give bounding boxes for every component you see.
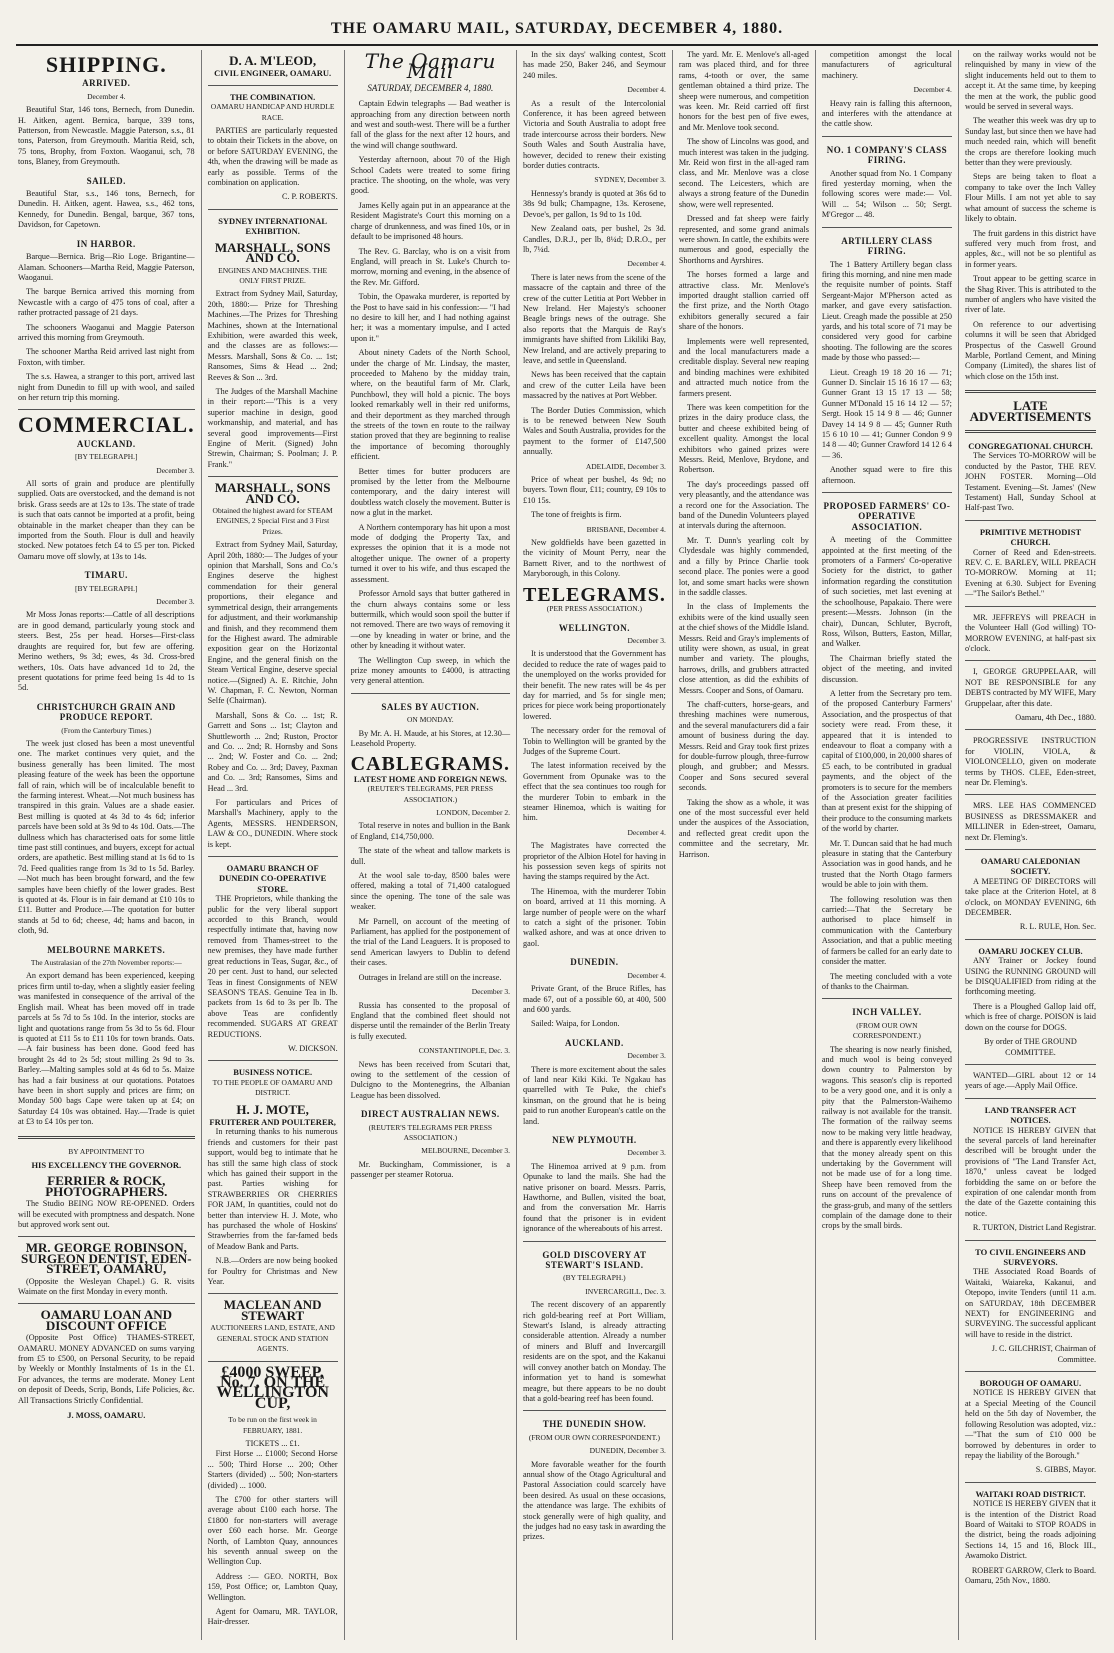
business-trade: FRUITERER AND POULTERER, xyxy=(209,1116,336,1127)
methodist-heading: PRIMITIVE METHODIST CHURCH. xyxy=(979,526,1082,548)
business-heading: BUSINESS NOTICE. xyxy=(233,1067,313,1078)
wellington-heading: WELLINGTON. xyxy=(558,622,630,633)
farmers-paragraph: The meeting concluded with a vote of thanks to the Chairman. xyxy=(821,971,952,991)
sydney-heading: SYDNEY INTERNATIONAL EXHIBITION. xyxy=(218,215,328,237)
divider xyxy=(965,390,1096,393)
divider xyxy=(208,1293,338,1294)
business-text: In returning thanks to his numerous friends and customers for their past support, would beg to intimate that he has still the same high class of stock which has gained their support in the past. Parties wishing for STRAWBERRIES OR CHERRIES FOR JAM, In quantities, could not do better than interview H. J. Mote, who has purchased the whole of Hoskins' Strawberries from the far-famed beds of Meadow Bank and Parts. xyxy=(207,1127,338,1251)
divider xyxy=(18,1303,195,1304)
auckland-date: December 3. xyxy=(156,465,195,475)
news-paragraph: The fruit gardens in this district have suffered very much from frost, and apples, &c., will not be so plentiful as in former years. xyxy=(964,228,1096,269)
divider xyxy=(965,1371,1096,1372)
engineers-heading: TO CIVIL ENGINEERS AND SURVEYORS. xyxy=(975,1246,1086,1267)
leader-paragraph: Professor Arnold says that butter gathered in the churn always contains some or less buttermilk, which would soon spoil the butter if not removed. There are two ways of removing it—one by kneading in water or brine, and the other by kneading it without water. xyxy=(350,589,511,651)
wellington-date: December 3. xyxy=(627,635,666,645)
combination-sign: C. P. ROBERTS. xyxy=(281,192,338,202)
direct-news-source: (REUTER'S TELEGRAMS PER PRESS ASSOCIATION.) xyxy=(368,1122,493,1142)
divider xyxy=(18,1236,195,1237)
methodist-text: Corner of Reed and Eden-streets. REV. C. E. BARLEY, WILL PREACH TO-MORROW. Morning at 11; Evening at 6.30. Subject for Evening—"The Sailor's Bethel." xyxy=(964,547,1096,599)
cable-paragraph: Russia has consented to the proposal of England that the combined fleet should not disperse until the remainder of the Berlin Treaty is fully executed. xyxy=(350,1000,511,1041)
news-dateline: BRISBANE, December 4. xyxy=(586,524,666,534)
column-1 xyxy=(12,50,202,1640)
cable-dateline: LONDON, December 2. xyxy=(436,808,511,817)
sweep-agent: Agent for Oamaru, MR. TAYLOR, Hair-dresser. xyxy=(207,1607,338,1627)
dunedin-heading: DUNEDIN. xyxy=(570,957,619,968)
cable-paragraph: Total reserve in notes and bullion in the Bank of England, £14,750,000. xyxy=(350,821,511,841)
leader-paragraph: Yesterday afternoon, about 70 of the High School Cadets were treated to some firing practice. The shooting, on the whole, was very good. xyxy=(350,155,511,196)
timaru-heading: TIMARU. xyxy=(84,570,128,581)
show-date: DUNEDIN, December 3. xyxy=(589,1446,666,1456)
harbour-paragraph: The s.s. Hawea, a stranger to this port, arrived last night from Dunedin to fill up with wool, and sailed on her return trip this morning. xyxy=(18,372,195,402)
timaru-date: December 3. xyxy=(156,597,195,607)
borough-text: NOTICE IS HEREBY GIVEN that at a Special Meeting of the Council held on the 5th day of November, the following Resolution was adopted, viz.:—"That the sum of £10 000 be borrowed by debentures in order to repay the liability of the Borough." xyxy=(964,1388,1096,1460)
news-paragraph: Private Grant, of the Bruce Rifles, has made 67, out of a possible 60, at 400, 500 and 600 yards. xyxy=(523,984,666,1014)
christchurch-heading: CHRISTCHURCH GRAIN AND PRODUCE REPORT. xyxy=(36,701,176,723)
artillery-text: The 1 Battery Artillery began class firing this morning, and nine men made the requisite number of points. Staff Sergeant-Major M'Pherson acted as marker, and gave every satisfaction. Lieut. Creagh made the possible at 250 yards, and his total score of 71 may be considered very good for carbine shooting. The following are the scores made by those who passed:— xyxy=(821,259,952,363)
news-dateline: SYDNEY, December 3. xyxy=(594,175,666,185)
sailed-heading: SAILED. xyxy=(86,175,126,186)
show-paragraph: The chaff-cutters, horse-gears, and threshing machines were numerous, and the several manufacturers did a fair amount of business during the day. Messrs. Reid and Gray took first prizes for double-furrow plough, three-furrow plough, and grubber; and Messrs. Cooper and Sons secured several seconds. xyxy=(678,699,809,793)
columns xyxy=(12,50,1102,1640)
news-dateline: December 4. xyxy=(627,259,666,269)
leader-paragraph: Better times for butter producers are promised by the letter from the Melbourne contemporary, and the dairy interest will doubtless watch closely the movement. Butter is now a glut in the market. xyxy=(350,466,511,518)
divider xyxy=(351,693,510,694)
timaru-text: Mr Moss Jonas reports:—Cattle of all descriptions are in good demand, particularly young stock and steers. Best, 25s per head. Horses—First-class draughts are required for, but few are offering. Merino wethers, 9s 3d; ewes, 4s 3d. Cross-bred wethers, 10s. Oats have advanced 1d to 2d, the present quotations for prime feed being 1s 4d to 1s 5d. xyxy=(18,610,195,693)
farmers-paragraph: The Chairman briefly stated the object of the meeting, and invited discussion. xyxy=(821,653,952,684)
maclean-subhead: AUCTIONEERS LAND, ESTATE, AND GENERAL STOCK AND STATION AGENTS. xyxy=(210,1323,335,1354)
divider xyxy=(822,998,952,999)
caledonian-text: A MEETING OF DIRECTORS will take place at the Criterion Hotel, at 8 o'clock, on MONDAY EVENING, 6th DECEMBER. xyxy=(964,876,1096,918)
auckland-heading: AUCKLAND. xyxy=(76,438,136,449)
news-paragraph: News has been received that the captain and crew of the cutter Leila have been massacred by the natives at Port Webber. xyxy=(523,370,666,401)
news-paragraph: The Hinemoa arrived at 9 p.m. from Opunake to land the mails. She had the native prisoner on board. Messrs. Parris, Hawthorne, and Bullen, visited the boat, and from the conversation Mr. Harris found that the prisoner is in evident ignorance of the whereabouts of his arrest. xyxy=(523,1161,666,1234)
news-paragraph: The Border Duties Commission, which is to be renewed between New South Wales and South Australia, provides for the payment to the former of £147,500 annually. xyxy=(523,405,666,457)
show-subhead: (FROM OUR OWN CORRESPONDENT.) xyxy=(528,1432,660,1442)
divider xyxy=(208,85,338,86)
telegrams-heading: TELEGRAMS. xyxy=(523,583,666,606)
news-dateline: December 4. xyxy=(913,85,952,95)
christchurch-text: The week just closed has been a most uneventful one. The market continues very quiet, and the business generally has been limited. The most pleasing feature of the week has been the opportune fall of rain, which will be of incalculable benefit to the farming interest. Wheat.—Not much business has transpired in this grain. Values are a shade easier. Best milling is quoted at 4s 3d to 4s 6d; inferior parcels have been sold at 3s 9d to 4s 10d. Oats.—The dullness which has characterised oats for some little time past still continues, and buyers, except for actual orders, are apathetic. Best milling stand at 1s 6d to 1s 7d. Feed qualities range from 1s 3d to 1s 5d. Barley.—Not much has been brought forward, and the few samples have been chiefly of the lower grades. Best is quoted at 4s. Flour is in fair demand at £10 10s to £11. Butter and Produce.—The quotation for butter stands at 5d to 6d; cheese, 4d; hams and bacon, in cloth, 9d. xyxy=(18,738,195,936)
robinson-ad-text: (Opposite the Wesleyan Chapel.) G. R. visits Waimate on the first Monday in every month. xyxy=(18,1276,195,1297)
harbour-paragraph: The schooner Martha Reid arrived last night from Foxton, with timber. xyxy=(18,347,195,367)
direct-news-date: MELBOURNE, December 3. xyxy=(421,1146,511,1156)
news-paragraph: Trout appear to be getting scarce in the Shag River. This is attributed to the number of anglers who have visited the river of late. xyxy=(964,274,1096,315)
sailed-text: Beautiful Star, s.s., 146 tons, Bernech, for Dunedin. H. Aitken, agent. Hawea, s.s., 462 tons, Kennedy, for Dunedin. Bengal, barque, 367 tons, Davidson, for Capetown. xyxy=(18,189,195,230)
divider xyxy=(965,1064,1096,1065)
waitaki-text: NOTICE IS HEREBY GIVEN that it is the intention of the District Road Board of Waitaki to STOP ROADS in the district, being the roads adjoining Sections 14, 15 and 16, Block III., Awamoko District. xyxy=(964,1499,1096,1561)
sweep-address: Address :— GEO. NORTH, Box 159, Post Office; or, Lambton Quay, Wellington. xyxy=(207,1571,338,1602)
jockey-text: ANY Trainer or Jockey found USING the RUNNING GROUND will be DISQUALIFIED from riding at the forthcoming meeting. xyxy=(964,956,1096,997)
cable-paragraph: Mr Parnell, on account of the meeting of Parliament, has applied for the postponement of the trial of the Land Leaguers. It is proposed to send American lawyers to Dublin to defend their cases. xyxy=(350,916,511,968)
combination-subhead: OAMARU HANDICAP AND HURDLE RACE. xyxy=(210,102,335,122)
news-paragraph: on the railway works would not be relinquished by many in view of the slight inducements held out to them to accept it. At the same time, by keeping the men at the work, the public good would be served in several ways. xyxy=(964,50,1096,112)
sweep-tickets: TICKETS ... £1. xyxy=(245,1438,300,1448)
divider xyxy=(208,209,338,210)
caledonian-heading: OAMARU CALEDONIAN SOCIETY. xyxy=(980,856,1081,877)
business-subhead: TO THE PEOPLE OF OAMARU AND DISTRICT. xyxy=(212,1077,333,1098)
news-paragraph: On reference to our advertising columns it will be seen that Abridged Prospectus of the Caswell Ground Marble, Portland Cement, and Mining Company (Limited), the shares list of which close on the 15th inst. xyxy=(964,319,1096,381)
direct-news-text: Mr. Buckingham, Commissioner, is a passenger per steamer Rotorua. xyxy=(350,1159,511,1180)
leader-paragraph: Tobin, the Opawaka murderer, is reported by the Post to have said in his confession:— "I had no desire to kill her, and I had nothing against her; it was a momentary impulse, and I acted upon it." xyxy=(350,292,511,343)
gruppelaar-ad: I, GEORGE GRUPPELAAR, will NOT BE RESPONSIBLE for any DEBTS contracted by MY WIFE, Mary Gruppelaar, after this date. xyxy=(964,667,1096,708)
engineers-text: THE Associated Road Boards of Waitaki, Waiareka, Kakanui, and Otepopo, invite Tenders (until 11 a.m. on SATURDAY, 18th DECEMBER NEXT) for ENGINEERING and SURVEYING. The successful applicant will have to reside in the district. xyxy=(964,1267,1097,1339)
news-paragraph: The weather this week was dry up to Sunday last, but since then we have had much needed rain, which will benefit the crops are therefore looking much better than they were previously. xyxy=(964,116,1096,168)
auckland-telegram-date: December 3. xyxy=(627,1051,666,1061)
timaru-subhead: [BY TELEGRAPH.] xyxy=(75,583,138,593)
divider xyxy=(965,849,1096,850)
cable-paragraph: At the wool sale to-day, 8500 bales were offered, making a total of 71,400 catalogued since the opening. The tone of the sale was weaker. xyxy=(350,871,511,912)
christchurch-subhead: (From the Canterbury Times.) xyxy=(61,725,152,735)
cablegrams-heading: CABLEGRAMS. xyxy=(350,753,511,776)
leader-paragraph: The Rev. G. Barclay, who is on a visit from England, will preach in St. Luke's Church to-morrow, morning and evening, in the absence of the Rev. Mr. Gifford. xyxy=(350,246,511,287)
show-paragraph: Implements were well represented, and the local manufacturers made a creditable display. Several new reaping and binding machines were exhibited and attracted much notice from the farmers present. xyxy=(678,336,809,398)
marshall2-text: Extract from Sydney Mail, Saturday, April 20th, 1880:— The Judges of your opinion that Marshall, Sons and Co.'s Engines deserve the highest commendation for their general proportions, their elegance and symmetrical design, their arrangements for adjustment, and their workmanship and finish, and they recommend them for the Highest award. The admirable exposition gear on the Horizontal Engine, and the general finish on the Steam Vertical Engine, deserve special notice.—(Signed) A. E. Ritchie, John W. Chapman, F. C. Newton, Norman Selfe (Chairman). xyxy=(207,540,338,706)
column-3 xyxy=(345,50,517,1640)
divider xyxy=(965,729,1096,730)
auckland-telegram-heading: AUCKLAND. xyxy=(565,1037,624,1048)
violin-ad: PROGRESSIVE INSTRUCTION for VIOLIN, VIOLA, & VIOLONCELLO, given on moderate terms by THOS. CLEE, Eden-street, near Dr. Fleming's. xyxy=(964,736,1096,787)
wanted-ad: WANTED—GIRL about 12 or 14 years of age.—Apply Mail Office. xyxy=(964,1070,1096,1091)
show-paragraph: The day's proceedings passed off very pleasantly, and the attendance was a record one for the Association. The band of the Dunedin Volunteers played at intervals during the afternoon. xyxy=(678,479,809,531)
cable-dateline: CONSTANTINOPLE, Dec. 3. xyxy=(418,1046,511,1056)
artillery-scores: Lieut. Creagh 19 18 20 16 — 71; Gunner D. Sinclair 15 16 16 17 — 63; Gunner Grant 13 15 17 13 — 58; Gunner M'Donald 15 16 14 12 — 57; Sergt. Hook 15 14 9 8 — 46; Gunner Davey 14 14 9 8 — 45; Gunner Ruth 15 6 10 10 — 41; Gunner Condon 9 9 14 8 — 40; Gunner Crawford 14 12 6 4 — 36. xyxy=(821,367,952,460)
plymouth-date: December 3. xyxy=(627,1148,666,1158)
cooperative-heading: OAMARU BRANCH OF DUNEDIN CO-OPERATIVE STORE. xyxy=(218,863,327,894)
divider xyxy=(208,856,338,857)
artillery-note: Another squad were to fire this afternoon. xyxy=(821,465,952,485)
melbourne-text: An export demand has been experienced, keeping prices firm until to-day, when a slightly easier feeling was manifested in consequence of the arrival of the English mail. Wheat has been moved off in trade parcels at 5s 7d to 5s 10d. In the interior, stocks are light and quotations range from 5s 3d to 5s 6d. Flour is quoted at £11 5s to £11 10s for town brands. Oats.—A fair business has been done. Good feed has brought 2s 4d to 2s 5d; stout milling 2s 9d to 3s. Barley.—Malting samples sold at 4s 6d to 5s. Maize has had a fair business at our quotations. Potatoes have been in short supply and prices are firm; on Monday 500 bags Cape were taken up at £4; on Saturday £4 10s was obtained. Hay.—Trade is quiet at £3 to £4 10s per ton. xyxy=(18,971,195,1127)
cooperative-text: THE Proprietors, while thanking the public for the very liberal support accorded to this Branch, would respectfully intimate that, having now removed from Thames-street to the new premises, they have made further great reductions in Teas, Sugar, &c., of 20 per cent. Just to hand, our selected Teas in finest Consignments of NEW SEASON'S TEAS. Genuine Tea in lb. packets from 1s 6d to 3s per lb. The above Teas are confidently recommended. SUGARS AT GREAT REDUCTIONS. xyxy=(207,894,338,1039)
loan-ad-title: OAMARU LOAN AND DISCOUNT OFFICE xyxy=(40,1307,173,1333)
news-paragraph: The Magistrates have corrected the proprietor of the Albion Hotel for having in his possession seven kegs of spirits not having the stamps required by the Act. xyxy=(523,841,666,882)
marshall-text: Extract from Sydney Mail, Saturday, 20th, 1880:— Prize for Threshing Machines.—The Prizes for Threshing Machines, shown at the International Exhibition, were awarded this week, and the classes are as follows:— Messrs. Marshall, Sons & Co. ... 1st; Ransomes, Sims & Head ... 2nd; Reeves & Son ... 3rd. xyxy=(207,289,338,382)
harbour-heading: IN HARBOR. xyxy=(76,238,136,249)
news-paragraph: New Zealand oats, per bushel, 2s 3d. Candles, D.R.J., per lb, 8¼d; D.R.O., per lb, 7¼d. xyxy=(523,224,666,254)
marshall2-subhead: Obtained the highest award for STEAM ENGINES, 2 Special First and 3 First Prizes. xyxy=(212,506,333,536)
column-6 xyxy=(816,50,959,1640)
divider xyxy=(965,939,1096,940)
dunedin-date: December 4. xyxy=(627,970,666,980)
divider xyxy=(965,606,1096,607)
sweep-heading: £4000 SWEEP, No. 7, ON THE WELLINGTON CUP, xyxy=(216,1363,329,1412)
direct-news-heading: DIRECT AUSTRALIAN NEWS. xyxy=(361,1109,500,1120)
divider xyxy=(965,520,1096,521)
royal-appointment: BY APPOINTMENT TO xyxy=(68,1146,145,1156)
divider xyxy=(965,1098,1096,1099)
combination-text: PARTIES are particularly requested to obtain their Tickets in the above, on or before SATURDAY EVENING, the 4th, when the drawing will be made as early as possible. Terms of the combination on application. xyxy=(207,126,338,188)
news-paragraph: Sailed: Waipa, for London. xyxy=(531,1019,620,1029)
land-text: NOTICE IS HEREBY GIVEN that the several parcels of land hereinafter described will be brought under the provisions of "The Land Transfer Act, 1870," unless caveat be lodged forbidding the same on or before the expiration of one calendar month from the date of the Gazette containing this notice. xyxy=(964,1125,1096,1218)
divider xyxy=(822,492,952,493)
land-sign: R. TURTON, District Land Registrar. xyxy=(972,1223,1096,1233)
news-paragraph: New goldfields have been gazetted in the vicinity of Mount Perry, near the Barnett River, and to the northwest of Maryborough, in this Colony. xyxy=(523,538,666,579)
marshall2-list: Marshall, Sons & Co. ... 1st; R. Garrett and Sons ... 1st; Clayton and Shuttleworth ... 2nd; Ruston, Proctor and Co. ... 2nd; R. Hornsby and Sons ... 2nd; W. Foster and Co. ... 2nd; Robey and Co. ... 3rd; Davey, Paxman and Co. ... 3rd; Ransomes, Sims and Head ... 3rd. xyxy=(207,710,338,793)
show-paragraph: The yard. Mr. E. Menlove's all-aged ram was placed third, and for three rams, 4-tooth or over, the same gentleman obtained a third prize. The sheep were numerous, and competition was keen. Mr. Reid carried off first honors for the best pen of five ewes, and Mr. Menlove took second. xyxy=(678,50,809,132)
news-dateline: ADELAIDE, December 3. xyxy=(585,461,666,471)
shipping-title: SHIPPING. xyxy=(45,52,167,77)
combination-heading: THE COMBINATION. xyxy=(229,91,316,102)
leader-paragraph: James Kelly again put in an appearance at the Resident Magistrate's Court this morning on a charge of drunkenness, and was fined 10s, or in default to be imprisoned 48 hours. xyxy=(350,200,511,242)
cablegrams-subhead: LATEST HOME AND FOREIGN NEWS. xyxy=(353,773,507,784)
divider xyxy=(965,1240,1096,1241)
maclean-heading: MACLEAN AND STEWART xyxy=(223,1297,322,1323)
waitaki-sign: ROBERT GARROW, Clerk to Board. xyxy=(971,1565,1096,1575)
news-paragraph: Hennessy's brandy is quoted at 36s 6d to 38s 9d bulk; Champagne, 13s. Kerosene, Devoe's, per gallon, 1s 9d to 1s 10d. xyxy=(523,188,666,219)
royal-appointment-line: HIS EXCELLENCY THE GOVERNOR. xyxy=(31,1159,182,1170)
telegrams-subhead: (PER PRESS ASSOCIATION.) xyxy=(546,604,643,614)
auction-subhead: ON MONDAY. xyxy=(406,715,454,725)
news-dateline: December 4. xyxy=(627,827,666,837)
divider xyxy=(18,409,195,410)
arrived-text: Beautiful Star, 146 tons, Bernech, from Dunedin. H. Aitken, agent. Bernica, barque, 339 tons, Patterson, from Newcastle. Maggie Paterson, s.s., 81 tons, Paterson, from Greymouth. Maritia Reid, sch, 75 tons, Brophy, from Foxton. Waoganui, sch, 78 tons, Blaney, from Greymouth. xyxy=(18,105,195,167)
mcleod-ad-sub: CIVIL ENGINEER, OAMARU. xyxy=(214,68,332,79)
show-paragraph: The show of Lincolns was good, and much interest was taken in the judging. Mr. Reid won first in the all-aged ram class, and Mr. Menlove was a close second. The Leicesters, which are always a strong feature of the Dunedin show, were well represented. xyxy=(678,137,809,209)
leader-paragraph: A Northern contemporary has hit upon a most mode of dodging the Property Tax, and expresses the opinion that it is a mode not altogether unique. The owner of a property turned it over to his wife, and thus escaped the assessment. xyxy=(350,522,511,584)
loan-ad-text: (Opposite Post Office) THAMES-STREET, OAMARU. MONEY ADVANCED on sums varying from £5 to £500, on Personal Security, to be repaid by Weekly or Monthly Instalments of 1s in the £1. For advances, the terms are moderate. Money Lent on deposit of Deeds, Scrip, Bonds, Life Policies, &c. All Transactions Strictly Confidential. xyxy=(18,1333,195,1405)
marshall-note: The Judges of the Marshall Machine in their report:—"This is a very superior machine in design, good workmanship, and material, and has several good improvements—First Engine of Merit. (Signed) John Strewin, Chairman; S. Poolman; J. P. Frank." xyxy=(207,386,338,469)
borough-heading: BOROUGH OF OAMARU. xyxy=(979,1378,1082,1389)
melbourne-subhead: The Australasian of the 27th November reports:— xyxy=(30,958,182,968)
farmers-paragraph: Mr. T. Duncan said that he had much pleasure in stating that the Canterbury Association was in good hands, and he trusted that the North Otago farmers would be able to join with them. xyxy=(821,838,952,890)
leader-paragraph: About ninety Cadets of the North School, under the charge of Mr. Lindsay, the master, proceeded to Maheno by the midday train, where, on the beautiful farm of Mr. Clark, Punchbowl, they will hold a picnic. The boys looked remarkably well in their red uniforms, and their deportment as they marched through the streets of the town en route to the railway station proved that they are beginning to realise the importance of becoming thoroughly efficient. xyxy=(350,348,511,462)
land-heading: LAND TRANSFER ACT NOTICES. xyxy=(984,1104,1077,1126)
show-paragraph: The horses formed a large and attractive class. Mr. Menlove's imported draught stallion carried off the first prize, and the North Otago exhibitors generally secured a fair share of the honors. xyxy=(678,270,809,332)
news-paragraph: Heavy rain is falling this afternoon, and interferes with the attendance at the cattle show. xyxy=(821,98,952,129)
congregational-text: The Services TO-MORROW will be conducted by the Pastor, THE REV. JOHN FOSTER. Morning—Old Testament. Evening—St. James' (New Testament) Hall, Sunday School at Half-past Two. xyxy=(964,451,1096,513)
loan-ad-sign: J. MOSS, OAMARU. xyxy=(67,1410,146,1421)
cooperative-sign: W. DICKSON. xyxy=(288,1043,338,1053)
news-paragraph: There is later news from the scene of the massacre of the captain and three of the crew of the cutter Letitia at Port Webber in New Ireland. Her Majesty's schooner Beagle brings news of the outrage. She also reports that the Marquis de Ray's immigrants have shifted from Likiliki Bay, New Ireland, and are actively preparing to leave, and settle in Queensland. xyxy=(523,272,666,365)
sweep-subhead: To be run on the first week in FEBRUARY, 1881. xyxy=(228,1415,317,1435)
harbour-paragraph: The barque Bernica arrived this morning from Newcastle with a cargo of 475 tons of coal, after a rather protracted passage of 21 days. xyxy=(18,287,195,318)
firing-text: Another squad from No. 1 Company fired yesterday morning, when the following scores were made:— Vol. Will ... 54; Wilson ... 50; Sergt. M'Gregor ... 48. xyxy=(821,168,952,220)
paper-dateline: SATURDAY, DECEMBER 4, 1880. xyxy=(367,82,494,93)
leader-paragraph: Captain Edwin telegraphs — Bad weather is approaching from any direction between north and west and south-west. There will be a further fall of the glass for the next after 12 hours, and the wind will change southward. xyxy=(350,99,511,150)
divider xyxy=(965,660,1096,661)
show-text: More favorable weather for the fourth annual show of the Otago Agricultural and Pastoral Association could scarcely have been desired. As usual on these occasions, the attendance was large. The exhibits of stock generally were of high quality, and the judges had no easy task in awarding the prizes. xyxy=(523,1459,666,1542)
business-name: H. J. MOTE, xyxy=(236,1101,309,1117)
news-paragraph: There is more excitement about the sales of land near Kiki Kiki. Te Ngakau has quarrelled with Te Puke, the chief's kinsman, on the ground that he is being paid to run another European's cattle on the land. xyxy=(523,1064,666,1126)
borough-sign: S. GIBBS, Mayor. xyxy=(1035,1465,1096,1475)
lee-ad: MRS. LEE HAS COMMENCED BUSINESS as DRESSMAKER and MILLINER in Eden-street, Oamaru, next Dr. Fleming's. xyxy=(964,801,1096,842)
news-paragraph: Price of wheat per bushel, 4s 9d; no buyers. Town flour, £11; country, £9 10s to £10 15s. xyxy=(523,475,666,505)
news-paragraph: The latest information received by the Government from Opunake was to the effect that the sea continues too rough for the murderer Tobin to embark in the steamer Hinemoa, which is waiting for him. xyxy=(523,761,666,823)
news-paragraph: competition amongst the local manufacturers of agricultural machinery. xyxy=(821,50,952,80)
artillery-heading: ARTILLERY CLASS FIRING. xyxy=(841,235,933,257)
divider xyxy=(965,1482,1096,1483)
show-heading: THE DUNEDIN SHOW. xyxy=(542,1419,647,1430)
marshall-heading: MARSHALL, SONS AND CO. xyxy=(214,239,331,266)
news-paragraph: Steps are being taken to float a company to take over the Inch Valley Flour Mills. I am not yet able to say what amount of success the scheme is likely to obtain. xyxy=(964,172,1096,224)
farmers-paragraph: A letter from the Secretary pro tem. of the proposed Canterbury Farmers' Association, and the prospectus of that society were read. From these, it appeared that it is intended to endeavour to float a company with a capital of £100,000, in 20,000 shares of £5 each, to be contributed in gradual payments, and the object of the promoters is to secure for the members of the Association greater facilities than at present exist for the shipping of their produce to the consuming markets of the world by charter. xyxy=(821,688,952,834)
news-paragraph: The necessary order for the removal of Tobin to Wellington will be granted by the Judges of the Supreme Court. xyxy=(523,726,666,756)
gold-text: The recent discovery of an apparently rich gold-bearing reef at Port William, Stewart's Island, is already attracting considerable attention. Already a number of miners and Bluff and Invercargill residents are on the spot, and the Kakanui will convey another batch on Monday. The information yet to hand is somewhat meagre, but there appears to be no doubt that a gold-bearing reef has been found. xyxy=(523,1300,666,1403)
news-paragraph: In the six days' walking contest, Scott has made 250, Baker 246, and Seymour 240 miles. xyxy=(523,50,666,80)
divider xyxy=(822,136,952,137)
jockey-note: There is a Ploughed Gallop laid off, which is free of charge. POISON is laid down on the course for DOGS. xyxy=(964,1001,1096,1032)
harbour-paragraph: The schooners Waoganui and Maggie Paterson arrived this morning from Greymouth. xyxy=(18,322,195,342)
divider xyxy=(523,1410,666,1411)
congregational-heading: CONGREGATIONAL CHURCH. xyxy=(968,441,1093,451)
news-paragraph: The Hinemoa, with the murderer Tobin on board, arrived at 11 this morning. A large number of people were on the wharf to catch a sight of the prisoner. Tobin walked ashore, and was at once driven to gaol. xyxy=(523,886,666,948)
plymouth-heading: NEW PLYMOUTH. xyxy=(552,1134,637,1145)
caledonian-sign: R. L. RULE, Hon. Sec. xyxy=(1019,922,1096,932)
marshall2-heading: MARSHALL, SONS AND CO. xyxy=(214,480,331,506)
divider xyxy=(208,1060,338,1061)
cable-dateline: December 3. xyxy=(471,987,511,997)
show-paragraph: Mr. T. Dunn's yearling colt by Clydesdale was highly commended, and a filly by Prince Charlie took second place. The ponies were a good lot, and some smart hacks were shown in the saddle classes. xyxy=(678,535,809,597)
cable-paragraph: Outrages in Ireland are still on the increase. xyxy=(358,972,502,982)
paper-title: The Oamaru Mail xyxy=(364,49,496,84)
cablegrams-source: (REUTER'S TELEGRAMS, PER PRESS ASSOCIATION.) xyxy=(367,784,494,804)
jockey-sign: By order of THE GROUND COMMITTEE. xyxy=(984,1037,1077,1057)
ferrier-ad-text: The Studio BEING NOW RE-OPENED. Orders will be executed with promptness and despatch. None but approved work sent out. xyxy=(18,1199,195,1229)
cable-paragraph: The state of the wheat and tallow markets is dull. xyxy=(350,846,511,866)
waitaki-heading: WAITAKI ROAD DISTRICT. xyxy=(975,1488,1086,1499)
jockey-heading: OAMARU JOCKEY CLUB. xyxy=(978,945,1083,956)
commercial-title: COMMERCIAL. xyxy=(18,412,195,438)
column-2 xyxy=(202,50,345,1640)
gold-heading: GOLD DISCOVERY AT STEWART'S ISLAND. xyxy=(542,1249,647,1271)
divider xyxy=(208,476,338,477)
cable-paragraph: News has been received from Scutari that, owing to the settlement of the cession of Dulcigno to the Montenegrins, the Albanian League has been dissolved. xyxy=(350,1059,511,1100)
arrived-date: December 4. xyxy=(87,91,126,101)
harbour-text: Barque—Bernica. Brig—Rio Loge. Brigantine—Alaman. Schooners—Martha Reid, Maggie Paterson, Waoganui. xyxy=(18,252,195,282)
waitaki-date: Oamaru, 25th Nov., 1880. xyxy=(964,1575,1051,1585)
news-dateline: December 4. xyxy=(627,85,666,95)
column-4 xyxy=(517,50,673,1640)
melbourne-heading: MELBOURNE MARKETS. xyxy=(47,944,166,955)
inch-valley-subhead: (FROM OUR OWN CORRESPONDENT.) xyxy=(852,1020,921,1041)
divider xyxy=(523,1241,666,1242)
news-paragraph: It is understood that the Government has decided to reduce the rate of wages paid to the unemployed on the works provided for their benefit. The new rates will be 4s per day for married, and 5s for single men; prices for piece work being proportionately lowered. xyxy=(523,649,666,721)
inch-valley-heading: INCH VALLEY. xyxy=(852,1007,922,1018)
news-paragraph: As a result of the Intercolonial Conference, it has been agreed between Victoria and South Australia to adopt free trade intercourse across their borders. New South Wales and South Australia have, however, decided to renew their existing border duties contracts. xyxy=(523,98,666,171)
auckland-subhead: [BY TELEGRAPH.] xyxy=(75,452,138,462)
jeffreys-ad: MR. JEFFREYS will PREACH in the Volunteer Hall (God willing) TO-MORROW EVENING, at half-past six o'clock. xyxy=(964,612,1096,653)
show-paragraph: There was keen competition for the prizes in the dairy produce class, the butter and cheese exhibited being of excellent quality. Amongst the local exhibitors who gained prizes were Messrs. Reid, Menlove, Brydone, and Robertson. xyxy=(678,403,809,475)
column-7 xyxy=(959,50,1102,1640)
business-note: N.B.—Orders are now being booked for Poultry for Christmas and New Year. xyxy=(207,1256,338,1287)
sweep-list: First Horse ... £1000; Second Horse ... 500; Third Horse ... 200; Other Starters (divided) ... 500; Non-starters (divided) ... 1000. xyxy=(207,1449,338,1490)
masthead: THE OAMARU MAIL, SATURDAY, DECEMBER 4, 1880. xyxy=(16,10,1098,46)
divider xyxy=(822,227,952,228)
gold-date: INVERCARGILL, Dec. 3. xyxy=(585,1286,666,1296)
farmers-paragraph: The following resolution was then carried:—That the Secretary be authorised to place himself in communication with the Canterbury Association, and that a public meeting of farmers be called for an early date to consider the matter. xyxy=(821,894,952,967)
arrived-heading: ARRIVED. xyxy=(82,78,131,89)
divider xyxy=(208,1361,338,1362)
auckland-text: All sorts of grain and produce are plentifully supplied. Oats are overstocked, and the demand is not brisk. Grass seeds are at 12s to 13s. The state of trade is such that oats cannot be imported at a profit, being obtainable in the market cheaper than they can be imported from the South. Flour is dull and heavily stocked. New potatoes fetch £4 to £5 per ton. Picked Oamaru move off slowly, at 13s to 14s. xyxy=(18,479,195,561)
gruppelaar-date: Oamaru, 4th Dec., 1880. xyxy=(1015,712,1096,722)
late-ads-heading: LATE ADVERTISEMENTS xyxy=(969,398,1092,424)
leader-paragraph: The Wellington Cup sweep, in which the prize money amounts to £4000, is attracting very general attention. xyxy=(350,655,511,686)
show-paragraph: Dressed and fat sheep were fairly represented, and some grand animals were shown. In cattle, the exhibits were numerous and good, especially the Shorthorns and Ayrshires. xyxy=(678,214,809,265)
show-paragraph: Taking the show as a whole, it was one of the most successful ever held under the auspices of the Association, and reflected great credit upon the committee and the secretary, Mr. Harrison. xyxy=(678,797,809,859)
auction-text: By Mr. A. H. Maude, at his Stores, at 12.30—Leasehold Property. xyxy=(350,728,511,748)
news-paragraph: The tone of freights is firm. xyxy=(531,510,622,520)
inch-valley-text: The shearing is now nearly finished, and much wool is being conveyed down country to Palmerston by wagons. This season's clip is reported to be a very good one, and it is only a pity that the Palmerston-Waihemo railway is not available for the transit. The formation of the railway seems now to be making very little headway, and there is apparently every likelihood that the money already spent on this undertaking by the Government will not be made use of for a long time. Sheep have been removed from the runs on account of the prevalence of the grass-grub, and many of the settlers complain of the damage done to their crops by the small birds. xyxy=(821,1044,952,1231)
marshall-subhead: ENGINES AND MACHINES. THE ONLY FIRST PRIZE. xyxy=(218,265,328,285)
robinson-ad-title: MR. GEORGE ROBINSON, SURGEON DENTIST, EDEN-STREET, OAMARU, xyxy=(21,1240,192,1277)
divider xyxy=(965,794,1096,795)
ferrier-ad-title: FERRIER & ROCK, PHOTOGRAPHERS. xyxy=(45,1173,168,1199)
show-paragraph: In the class of Implements the exhibits were of the kind usually seen at the chief shows of the Middle Island. Messrs. Reid and Gray's implements of utility were shown, as usual, in great number and variety. The ploughs, harrows, drills, and grubbers attracted close attention, as did the exhibits of Messrs. Cooper and Sons, of Oamaru. xyxy=(678,602,809,695)
mcleod-ad-title: D. A. M'LEOD, xyxy=(229,53,317,68)
engineers-sign: J. C. GILCHRIST, Chairman of Committee. xyxy=(991,1344,1096,1364)
divider xyxy=(965,430,1096,433)
auction-heading: SALES BY AUCTION. xyxy=(381,701,480,712)
firing-heading: NO. 1 COMPANY'S CLASS FIRING. xyxy=(826,144,948,166)
farmers-heading: PROPOSED FARMERS' CO-OPERATIVE ASSOCIATION. xyxy=(823,501,951,532)
gold-subhead: (BY TELEGRAPH.) xyxy=(563,1273,626,1283)
farmers-paragraph: A meeting of the Committee appointed at the first meeting of the promoters of a Farmers' Co-operative Society for the district, to gather information regarding the constitution of such societies, met last evening at the schoolhouse, Papakaio. There were present:—Messrs. Johnson (in the chair), Duncan, Schluter, Bycroft, Ross, Wilson, Butters, Easton, Millar, and Walker. xyxy=(821,535,952,649)
divider xyxy=(18,1136,195,1139)
marshall2-agents: For particulars and Prices of Marshall's Machinery, apply to the Agents, MESSRS. HENDERSON, LAW & CO., DUNEDIN. Where stock is kept. xyxy=(207,798,338,849)
column-5 xyxy=(673,50,816,1640)
sweep-text: The £700 for other starters will average about £100 each horse. The £1800 for non-starters will average over £60 each horse. Mr. George North, of Lambton Quay, announces his seventh annual sweep on the Wellington Cup. xyxy=(207,1494,338,1567)
